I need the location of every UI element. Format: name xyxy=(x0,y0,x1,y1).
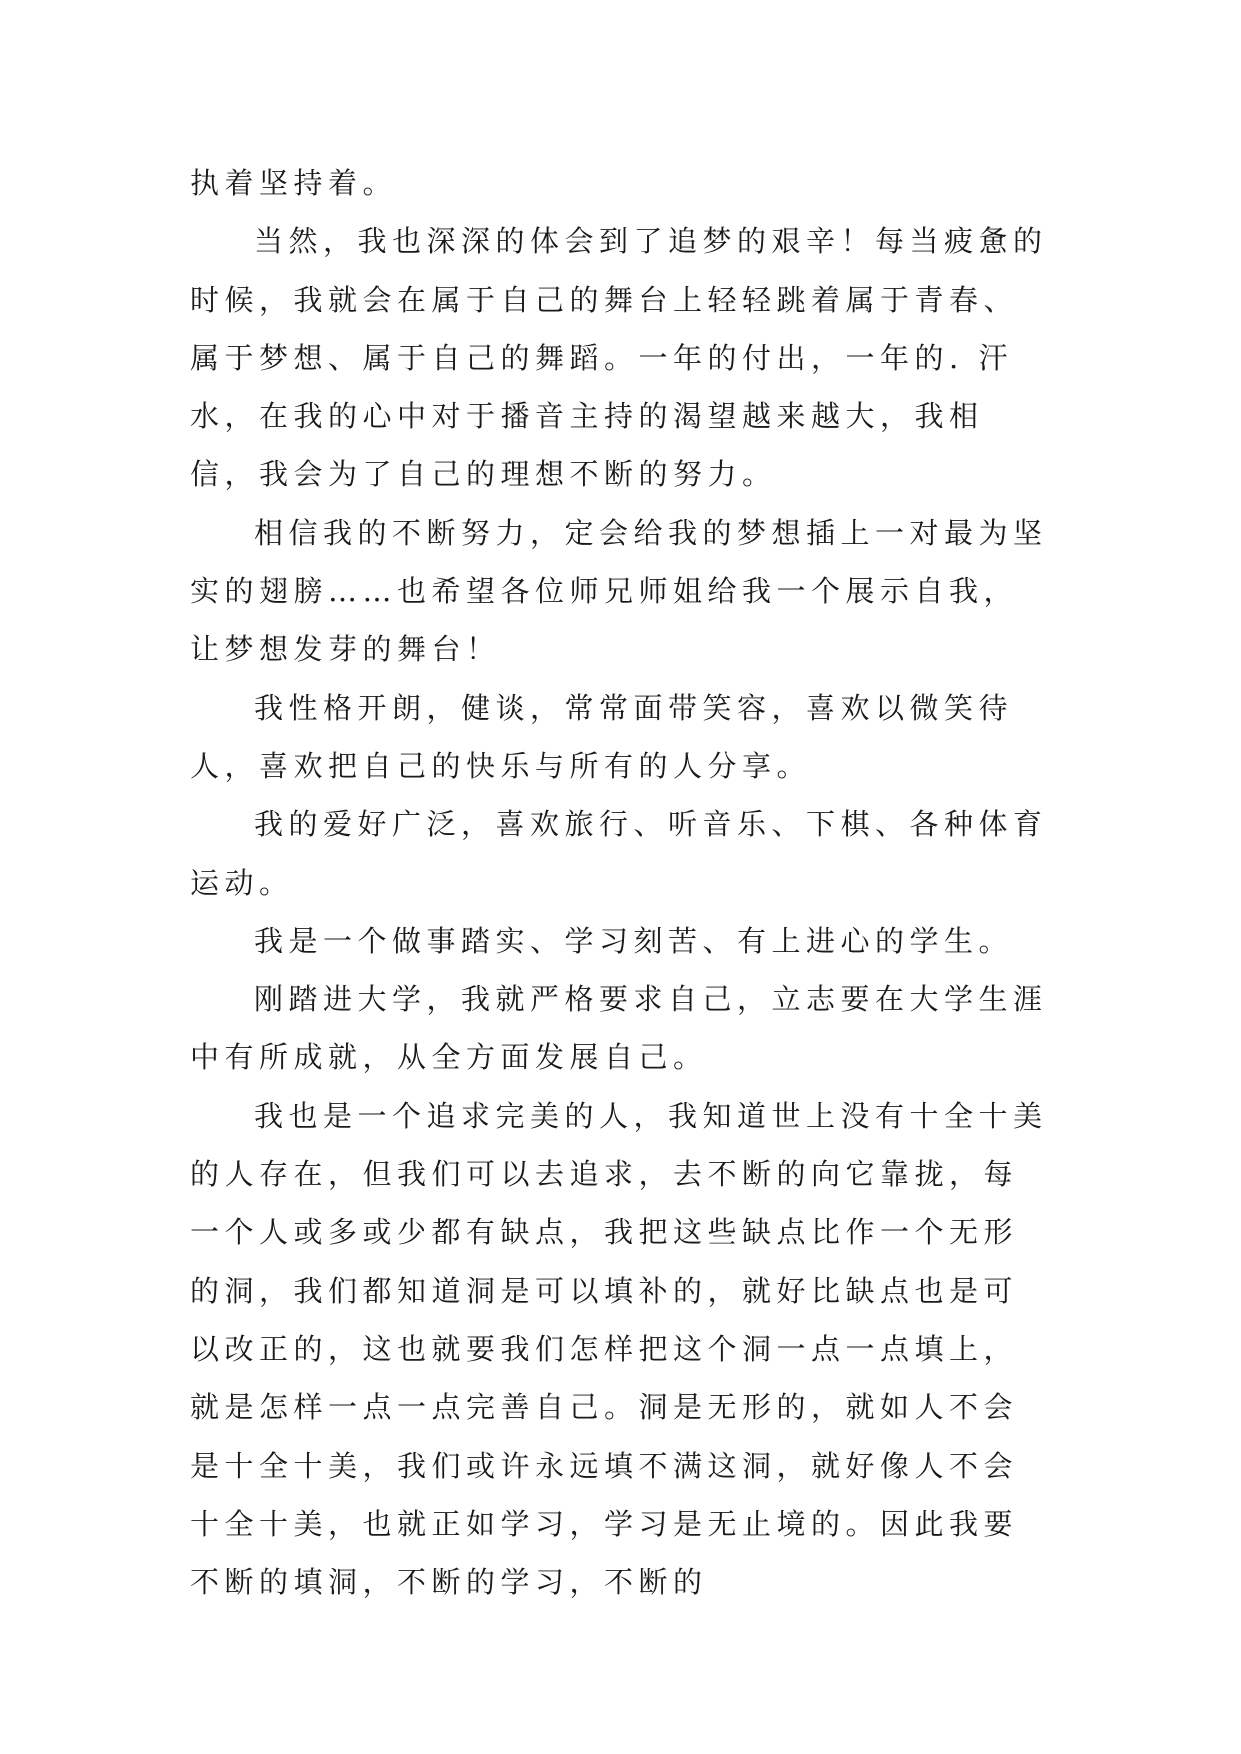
paragraph-continuation: 执着坚持着。 xyxy=(190,166,398,200)
document-body xyxy=(190,154,1050,1611)
paragraph: 相信我的不断努力，定会给我的梦想插上一对最为坚实的翅膀……也希望各位师兄师姐给我一个展示自我，让梦想发芽的舞台！ xyxy=(190,515,1048,667)
paragraph: 我性格开朗，健谈，常常面带笑容，喜欢以微笑待人，喜欢把自己的快乐与所有的人分享。 xyxy=(190,690,1014,783)
paragraph: 刚踏进大学，我就严格要求自己，立志要在大学生涯中有所成就，从全方面发展自己。 xyxy=(190,982,1048,1075)
paragraph: 我也是一个追求完美的人，我知道世上没有十全十美的人存在，但我们可以去追求，去不断的向它靠拢，每一个人或多或少都有缺点，我把这些缺点比作一个无形的洞，我们都知道洞是可以填补的，就好比缺点也是可以改正的，这也就要我们怎样把这个洞一点一点填上，就是怎样一点一点完善自己。洞是无形的，就如人不会是十全十美，我们或许永远填不满这洞，就好像人不会十全十美，也就正如学习，学习是无止境的。因此我要不断的填洞，不断的学习，不断的 xyxy=(190,1098,1048,1600)
paragraph: 我是一个做事踏实、学习刻苦、有上进心的学生。 xyxy=(254,923,1014,958)
paragraph: 我的爱好广泛，喜欢旅行、听音乐、下棋、各种体育运动。 xyxy=(190,807,1048,900)
paragraph: 当然，我也深深的体会到了追梦的艰辛！每当疲惫的时候，我就会在属于自己的舞台上轻轻跳着属于青春、属于梦想、属于自己的舞蹈。一年的付出，一年的. 汗水，在我的心中对于播音主持的渴望越来越大，我相信，我会为了自己的理想不断的努力。 xyxy=(190,224,1048,492)
